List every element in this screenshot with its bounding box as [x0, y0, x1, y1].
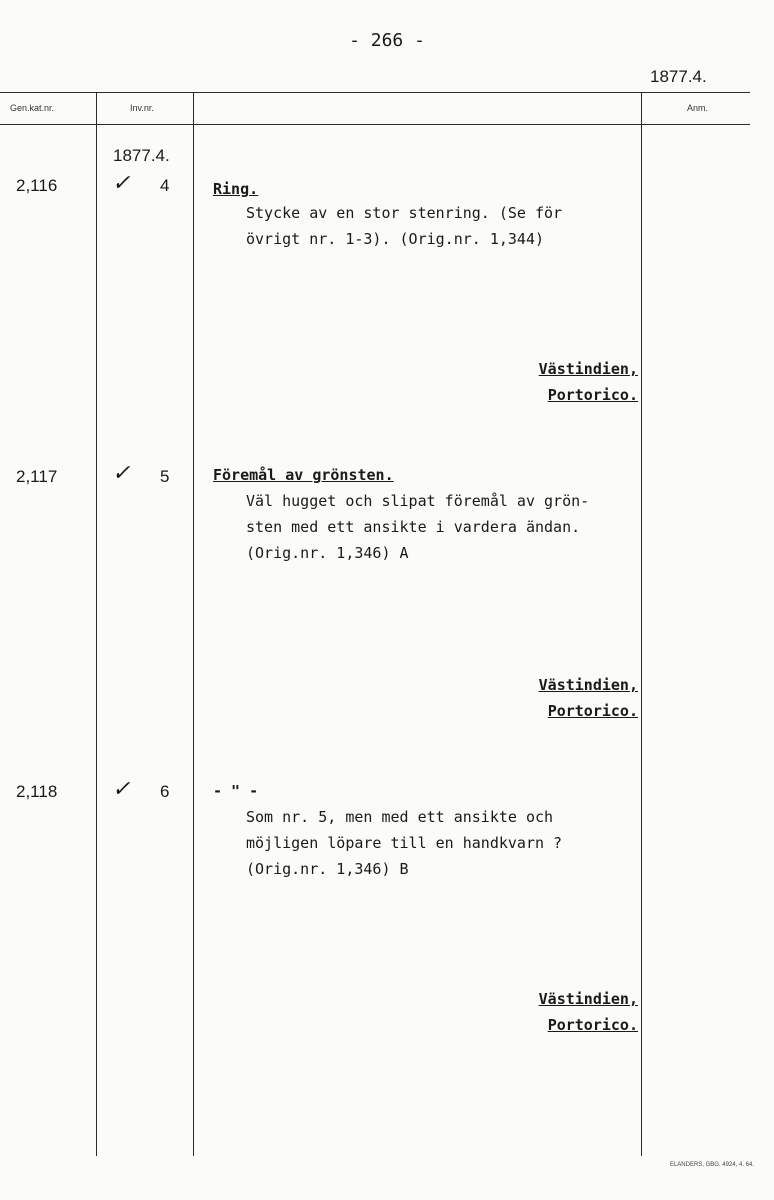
inv-number: 4 [160, 176, 170, 195]
entry-location: Portorico. [547, 386, 638, 404]
entry-title: Föremål av grönsten. [213, 466, 394, 484]
page-number: - 266 - [349, 30, 425, 51]
header-top-rule [0, 92, 750, 93]
entry-location: Västindien, [538, 360, 638, 378]
printer-imprint: ELANDERS, GBG. 4924, 4. 64. [669, 1162, 754, 1168]
entry-location: Västindien, [538, 990, 638, 1008]
inv-number: 6 [160, 782, 170, 801]
gen-number: 2,117 [16, 467, 58, 486]
entry-location: Portorico. [547, 702, 638, 720]
gen-number: 2,116 [16, 176, 58, 195]
column-header-inv: Inv.nr. [130, 103, 154, 113]
column-divider-anm [641, 92, 642, 1156]
entry-location: Västindien, [538, 676, 638, 694]
entry-description-line: Som nr. 5, men med ett ansikte och [246, 808, 554, 826]
entry-title: - " - [213, 782, 259, 800]
entry-description-line: Stycke av en stor stenring. (Se för [246, 204, 563, 222]
inventory-date: 1877.4. [113, 146, 170, 165]
column-header-gen: Gen.kat.nr. [10, 103, 55, 113]
check-mark: ✓ [112, 776, 131, 801]
gen-number: 2,118 [16, 782, 58, 801]
entry-location: Portorico. [547, 1016, 638, 1034]
inv-number: 5 [160, 467, 170, 486]
entry-description-line: sten med ett ansikte i vardera ändan. [246, 518, 581, 536]
header-catalog-code: 1877.4. [650, 67, 707, 86]
check-mark: ✓ [112, 170, 131, 195]
entry-title: Ring. [213, 180, 259, 198]
column-divider-inv [193, 92, 194, 1156]
entry-description-line: möjligen löpare till en handkvarn ? [246, 834, 563, 852]
entry-description-line: övrigt nr. 1-3). (Orig.nr. 1,344) [246, 230, 545, 248]
entry-description-line: (Orig.nr. 1,346) B [246, 860, 409, 878]
entry-description-line: Väl hugget och slipat föremål av grön- [246, 492, 590, 510]
column-header-anm: Anm. [687, 103, 709, 113]
header-bottom-rule [0, 124, 750, 125]
check-mark: ✓ [112, 460, 131, 485]
column-divider-gen [96, 92, 97, 1156]
entry-description-line: (Orig.nr. 1,346) A [246, 544, 409, 562]
